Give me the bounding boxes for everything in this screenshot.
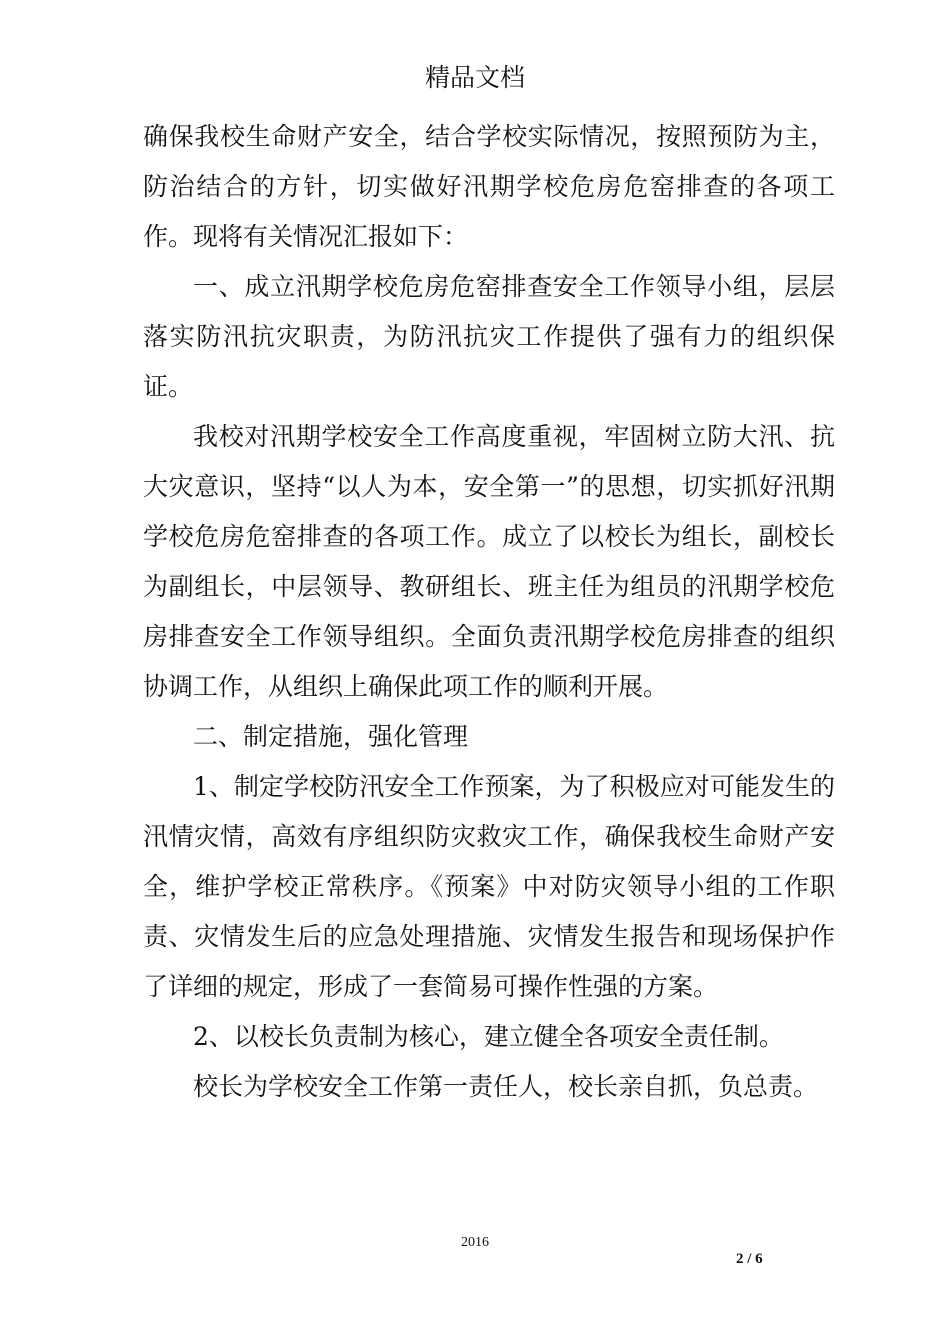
paragraph-5: 1、制定学校防汛安全工作预案，为了积极应对可能发生的汛情灾情，高效有序组织防灾救灾工作，确保我校生命财产安全，维护学校正常秩序。《预案》中对防灾领导小组的工作职责、灾情发生后的应急处理措施、灾情发生报告和现场保护作了详细的规定，形成了一套简易可操作性强的方案。 <box>143 772 835 1001</box>
document-body <box>143 112 835 1112</box>
paragraph-2: 一、成立汛期学校危房危窑排查安全工作领导小组，层层落实防汛抗灾职责，为防汛抗灾工作提供了强有力的组织保证。 <box>143 272 835 401</box>
paragraph-1: 确保我校生命财产安全，结合学校实际情况，按照预防为主，防治结合的方针，切实做好汛期学校危房危窑排查的各项工作。现将有关情况汇报如下： <box>143 122 835 251</box>
paragraph-3: 我校对汛期学校安全工作高度重视，牢固树立防大汛、抗大灾意识，坚持“以人为本，安全第一”的思想，切实抓好汛期学校危房危窑排查的各项工作。成立了以校长为组长，副校长为副组长，中层领导、教研组长、班主任为组员的汛期学校危房排查安全工作领导组织。全面负责汛期学校危房排查的组织协调工作，从组织上确保此项工作的顺利开展。 <box>143 422 835 701</box>
paragraph-4-section-heading: 二、制定措施，强化管理 <box>193 722 469 751</box>
paragraph-7: 校长为学校安全工作第一责任人，校长亲自抓，负总责。 <box>193 1072 819 1101</box>
page-header-title: 精品文档 <box>424 63 525 92</box>
page-number: 2 / 6 <box>736 1251 763 1267</box>
paragraph-6: 2、以校长负责制为核心，建立健全各项安全责任制。 <box>193 1022 784 1051</box>
footer-year: 2016 <box>461 1235 489 1250</box>
